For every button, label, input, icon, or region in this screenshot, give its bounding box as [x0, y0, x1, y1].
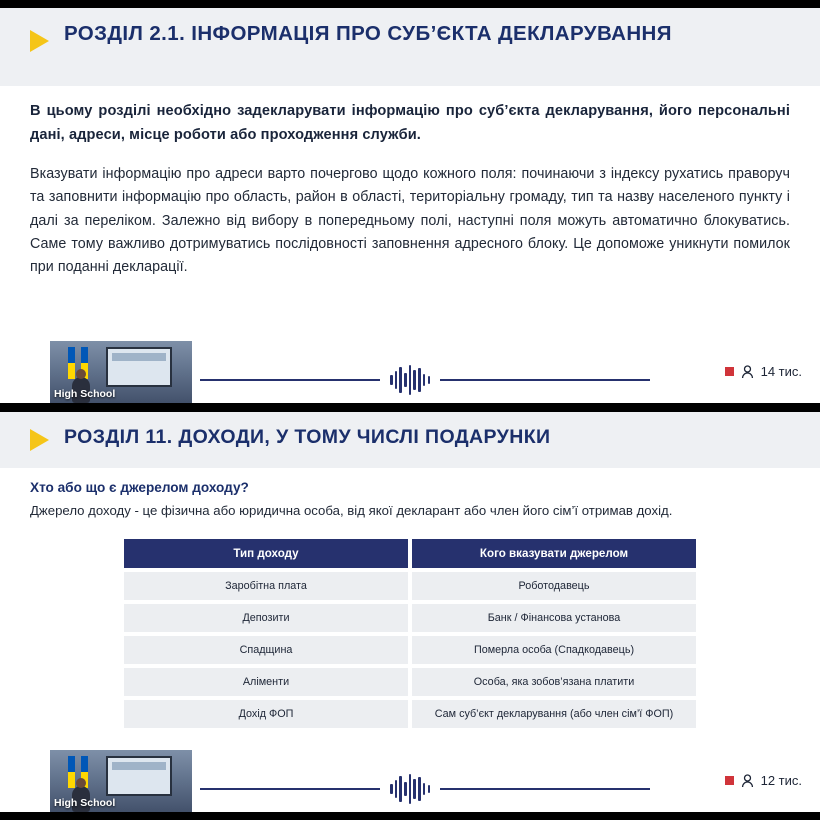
table-row — [124, 572, 696, 600]
person-icon — [741, 774, 754, 788]
slide-header-bottom — [0, 412, 820, 468]
answer-text: Джерело доходу - це фізична або юридична особа, від якої декларант або член його сім’ї отримав дохід. — [30, 503, 673, 518]
table-row — [124, 668, 696, 696]
slide-title-top: РОЗДІЛ 2.1. ІНФОРМАЦІЯ ПРО СУБ’ЄКТА ДЕКЛАРУВАННЯ — [64, 22, 672, 45]
slide-panel-top — [0, 8, 820, 403]
flag-icon — [68, 756, 75, 788]
viewer-count-bottom — [725, 773, 802, 788]
table-cell: Померла особа (Спадкодавець) — [412, 636, 696, 664]
table-cell: Дохід ФОП — [124, 700, 408, 728]
audio-waveform-icon — [390, 362, 430, 398]
flag-icon — [68, 347, 75, 379]
table-cell: Банк / Фінансова установа — [412, 604, 696, 632]
income-source-table — [120, 535, 700, 732]
recording-indicator-icon — [725, 776, 734, 785]
table-cell: Заробітна плата — [124, 572, 408, 600]
toolbar-line-left — [200, 379, 380, 381]
table-header-row — [124, 539, 696, 568]
slide-title-bottom: РОЗДІЛ 11. ДОХОДИ, У ТОМУ ЧИСЛІ ПОДАРУНКИ — [64, 426, 551, 448]
presentation-screen-in-video — [106, 756, 172, 796]
table-row — [124, 636, 696, 664]
slide-body-bottom — [0, 468, 820, 732]
self-view-label-top: High School — [54, 388, 116, 400]
table-row — [124, 604, 696, 632]
panel-divider — [0, 403, 820, 412]
person-icon — [741, 365, 754, 379]
self-view-label-bottom: High School — [54, 797, 116, 809]
arrow-marker-icon — [30, 30, 49, 52]
toolbar-line-right — [440, 788, 650, 790]
question-heading: Хто або що є джерелом доходу? — [30, 480, 249, 495]
table-header-cell: Кого вказувати джерелом — [412, 539, 696, 568]
table-cell: Аліменти — [124, 668, 408, 696]
table-cell: Депозити — [124, 604, 408, 632]
toolbar-line-left — [200, 788, 380, 790]
arrow-marker-icon — [30, 429, 49, 451]
table-cell: Особа, яка зобов’язана платити — [412, 668, 696, 696]
table-cell: Сам суб’єкт декларування (або член сім’ї ФОП) — [412, 700, 696, 728]
slide-header-top — [0, 8, 820, 86]
recording-indicator-icon — [725, 367, 734, 376]
intro-paragraph: В цьому розділі необхідно задекларувати інформацію про суб’єкта декларування, його персональні дані, адреси, місце роботи або проходження служби. — [30, 103, 790, 143]
audio-waveform-icon — [390, 771, 430, 807]
toolbar-line-right — [440, 379, 650, 381]
table-cell: Роботодавець — [412, 572, 696, 600]
self-view-video-bottom[interactable] — [50, 750, 192, 812]
self-view-video-top[interactable] — [50, 341, 192, 403]
table-cell: Спадщина — [124, 636, 408, 664]
viewer-count-top — [725, 364, 802, 379]
viewer-count-label-bottom: 12 тис. — [760, 773, 802, 788]
slide-panel-bottom — [0, 412, 820, 812]
slide-body-top — [0, 86, 820, 279]
viewer-count-label-top: 14 тис. — [760, 364, 802, 379]
table-header-cell: Тип доходу — [124, 539, 408, 568]
table-row — [124, 700, 696, 728]
detail-paragraph: Вказувати інформацію про адреси варто почергово щодо кожного поля: починаючи з індексу рухатись праворуч та заповнити інформацію про область, район в області, територіальну громаду, тип та назву населеного пункту і далі за переліком. Залежно від вибору в попередньому полі, наступні поля можуть автоматично блокуватись. Саме тому важливо дотримуватись послідовності заповнення адресного блоку. Це допоможе уникнути помилок при поданні декларації. — [30, 166, 790, 275]
presentation-screen-in-video — [106, 347, 172, 387]
